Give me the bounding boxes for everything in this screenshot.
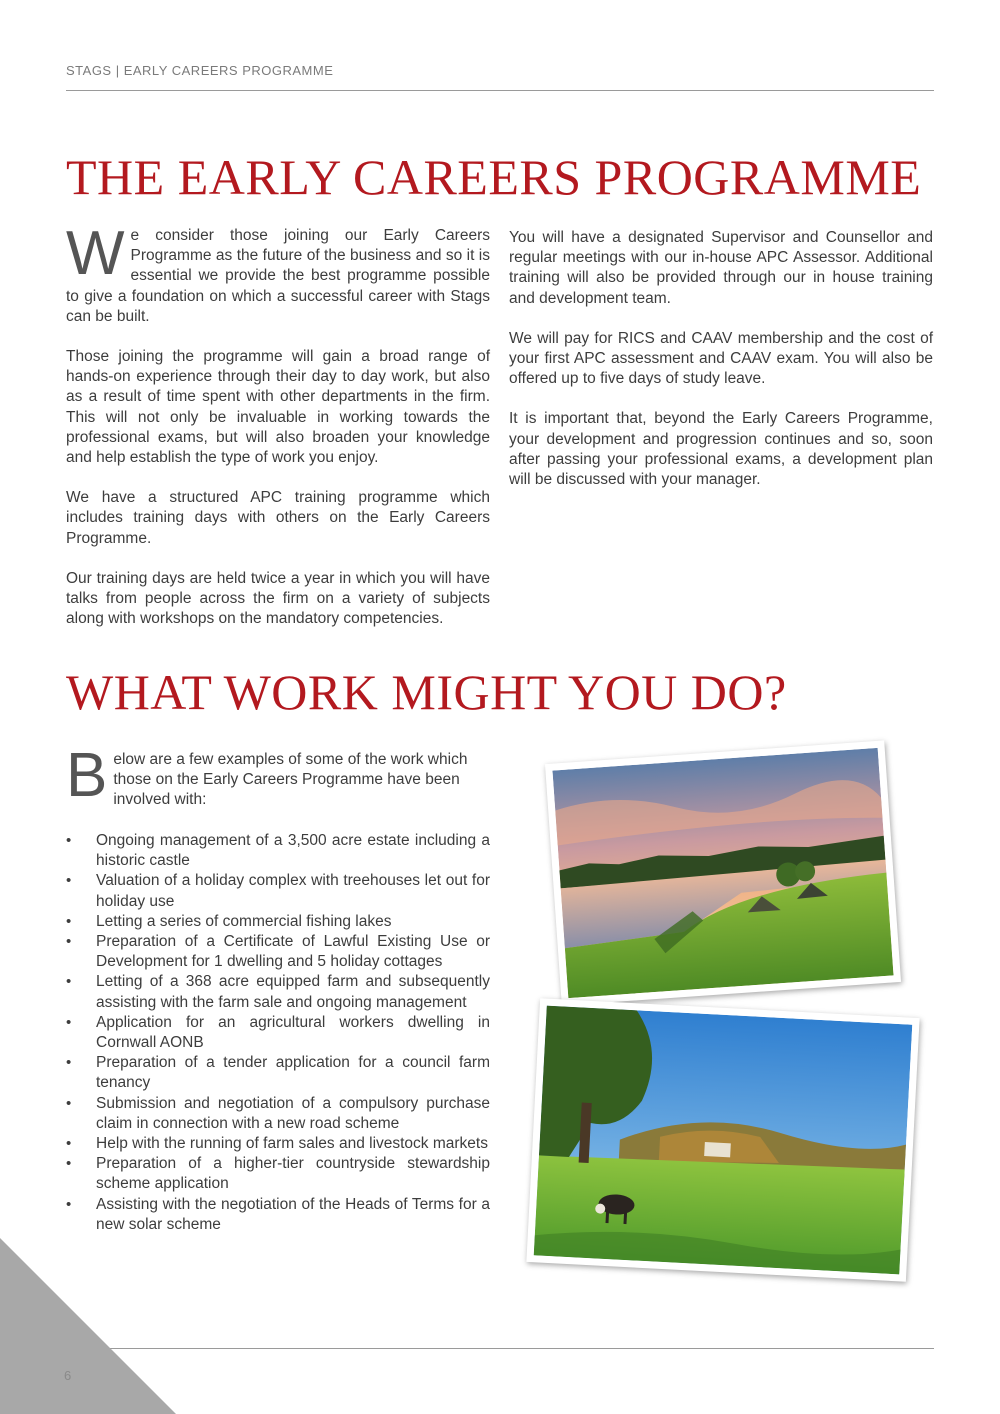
work-intro-paragraph [66, 741, 490, 811]
lake-sunset-image [552, 748, 893, 998]
programme-paragraph-6: We will pay for RICS and CAAV membership and the cost of your first APC assessment and CAAV exam. You will also be offered up to five days of study leave. [509, 329, 933, 388]
bullet-icon: • [66, 1135, 72, 1153]
bullet-icon: • [66, 1013, 72, 1031]
dropcap-w: W [66, 219, 125, 288]
list-item: • Ongoing management of a 3,500 acre estate including a historic castle [66, 832, 490, 870]
running-header: STAGS | EARLY CAREERS PROGRAMME [66, 63, 334, 78]
programme-paragraph-1-text: e consider those joining our Early Careers Programme as the future of the business and so it is essential we provide the best programme possible to give a foundation on which a successful career with Stags can be built. [66, 227, 490, 325]
list-item: • Letting of a 368 acre equipped farm and subsequently assisting with the farm sale and ongoing management [66, 973, 490, 1011]
programme-paragraph-2: Those joining the programme will gain a broad range of hands-on experience through their day to day work, but also as a result of time spent with other departments in the firm. This will not only be invaluable in working towards the professional exams, but will also broaden your knowledge and help establish the type of work you enjoy. [66, 348, 490, 467]
list-item: • Help with the running of farm sales and livestock markets [66, 1134, 490, 1154]
programme-left-column [66, 219, 490, 649]
list-item: • Preparation of a tender application for a council farm tenancy [66, 1054, 490, 1092]
bullet-icon: • [66, 933, 72, 951]
list-item: • Valuation of a holiday complex with treehouses let out for holiday use [66, 872, 490, 910]
bullet-icon: • [66, 973, 72, 991]
bullet-icon: • [66, 872, 72, 890]
section-title-programme: THE EARLY CAREERS PROGRAMME [66, 149, 922, 205]
bullet-icon: • [66, 832, 72, 849]
work-examples-list [66, 831, 490, 1235]
programme-paragraph-7: It is important that, beyond the Early Careers Programme, your development and progression continues and so, soon after passing your professional exams, a development plan will be discussed with your manager. [509, 410, 933, 489]
photo-lake-sunset [545, 740, 901, 1005]
header-divider [66, 90, 934, 91]
list-item: • Application for an agricultural workers dwelling in Cornwall AONB [66, 1013, 490, 1052]
photo-parkland [526, 998, 919, 1282]
list-item: • Preparation of a Certificate of Lawful Existing Use or Development for 1 dwelling and 5 holiday cottages [66, 933, 490, 971]
list-item: • Preparation of a higher-tier countryside stewardship scheme application [66, 1155, 490, 1193]
bullet-icon: • [66, 1054, 72, 1072]
work-intro-text: elow are a few examples of some of the work which those on the Early Careers Programme have been involved with: [113, 751, 468, 809]
corner-decoration [0, 1238, 176, 1414]
bullet-icon: • [66, 1195, 72, 1213]
programme-right-column [509, 228, 933, 510]
list-item: • Submission and negotiation of a compulsory purchase claim in connection with a new road scheme [66, 1094, 490, 1132]
page-number: 6 [64, 1368, 72, 1383]
programme-paragraph-4: Our training days are held twice a year in which you will have talks from people across the firm on a variety of subjects along with workshops on the mandatory competencies. [66, 569, 490, 628]
footer-divider [66, 1348, 934, 1349]
programme-paragraph-5: You will have a designated Supervisor and Counsellor and regular meetings with our in-house APC Assessor. Additional training will also be provided through our in house training and development team. [509, 229, 933, 307]
bullet-icon: • [66, 912, 72, 930]
bullet-icon: • [66, 1155, 72, 1173]
list-item: • Assisting with the negotiation of the Heads of Terms for a new solar scheme [66, 1195, 490, 1233]
parkland-image [534, 1006, 913, 1275]
section-title-work: WHAT WORK MIGHT YOU DO? [66, 664, 787, 720]
programme-paragraph-1 [66, 219, 490, 327]
list-item: • Letting a series of commercial fishing lakes [66, 912, 490, 932]
programme-paragraph-3: We have a structured APC training programme which includes training days with others on the Early Careers Programme. [66, 489, 490, 547]
bullet-icon: • [66, 1094, 72, 1112]
dropcap-b: B [66, 741, 108, 810]
